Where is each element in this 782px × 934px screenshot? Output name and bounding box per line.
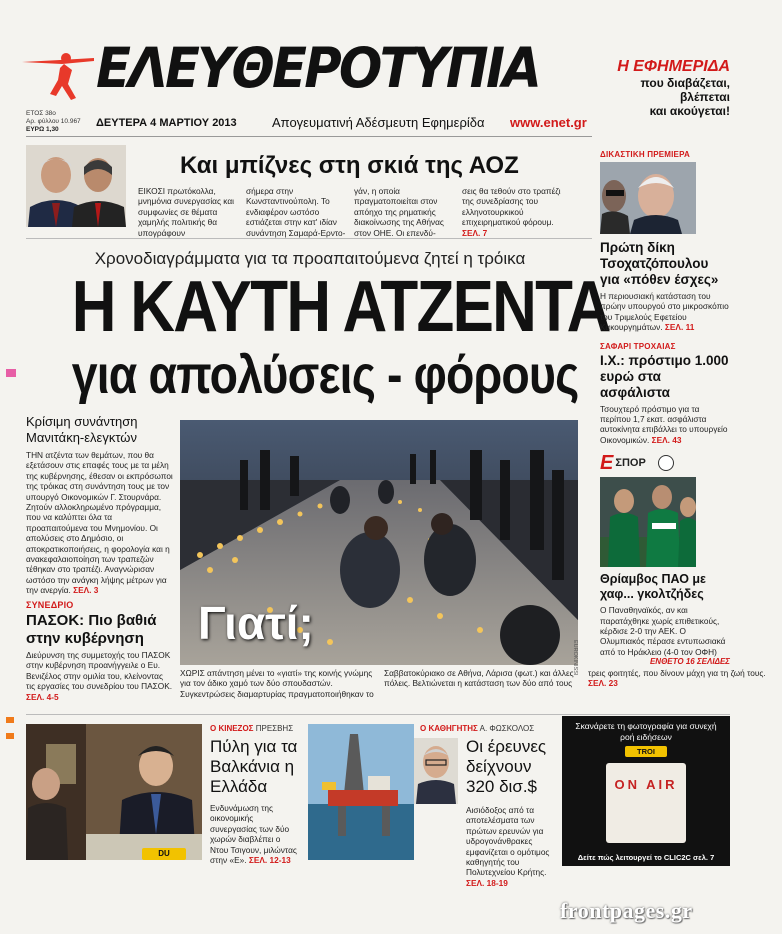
sport-headline[interactable]: Θρίαμβος ΠΑΟ με χαφ... γκολτζήδες [600,572,706,602]
lead-headline-2[interactable]: για απολύσεις - φόρους [71,345,579,405]
energy-body-text: Αισιόδοξος από τα αποτελέσματα των πρώτων ερευνών για υδρογονάνθρακες εμφανίζεται ο ομότιμος καθηγητής του Πολυτεχνείου Κρήτης. [466,805,550,878]
promo-line-2: που διαβάζεται, [640,76,730,90]
china-body [210,803,300,865]
trial-headline[interactable]: Πρώτη δίκη Τσοχατζόπουλου για «πόθεν έσχες» [600,240,719,287]
china-headline[interactable]: Πύλη για τα Βαλκάνια η Ελλάδα [210,737,298,796]
promo-line-4: και ακούγεται! [649,104,730,118]
tagline: Απογευματινή Αδέσμευτη Εφημερίδα [272,115,485,130]
ad-troi-text: TROI [637,747,655,756]
ad-top-text: Σκανάρετε τη φωτογραφία για συνεχή ροή ειδήσεων [575,721,717,742]
energy-kicker [420,724,534,733]
website[interactable]: www.enet.gr [510,115,587,130]
traffic-kicker: ΣΑΦΑΡΙ ΤΡΟΧΑΙΑΣ [600,341,676,351]
oil-rig-photo [308,724,414,860]
pasok-body [26,650,174,702]
sport-insert-ref: ΕΝΘΕΤΟ 16 ΣΕΛΙΔΕΣ [649,657,730,667]
clic2c-ad[interactable] [562,716,730,866]
china-kicker-b: ΠΡΕΣΒΗΣ [255,724,294,733]
photo-caption-text: ΧΩΡΙΣ απάντηση μένει το «γιατί» της κοινής γνώμης για τον άδικο χαμό των δύο σπουδαστών. Συγκεντρώσεις διαμαρτυρίας πραγματοποιήθηκαν το Σαββατοκύριακο σε Αθήνα, Λάρισα (φωτ.) και άλλες πόλεις. Βελτιώνεται η κατάσταση των δύο από τους τρεις φοιτητές, που δίνουν μάχη για τη ζωή τους. [180,668,766,699]
energy-body [466,805,558,888]
masthead-rule [26,136,592,137]
aoz-col-4 [462,186,562,238]
logo-runner-icon [20,48,98,106]
masthead [0,0,750,132]
promo-line-1: Η ΕΦΗΜΕΡΙΔΑ [617,58,730,75]
promo-box [600,58,730,128]
energy-kicker-b: Α. ΦΩΣΚΟΛΟΣ [479,724,535,733]
lead-body [26,450,174,596]
trial-body [600,291,730,333]
ambassador-photo [26,724,202,860]
on-air-text: ON AIR [614,777,678,792]
photo-overlay-text: Γιατί; [198,597,314,649]
china-kicker [210,724,293,733]
football-icon [658,455,674,471]
masthead-title: ΕΛΕΥΘΕΡΟΤΥΠΙΑ [96,36,539,100]
on-air-sign [606,763,686,843]
pasok-body-text: Διεύρυνση της συμμετοχής του ΠΑΣΟΚ στην κυβέρνηση προανήγγειλε ο Ευ. Βενιζέλος στην ομιλία του, κλείνοντας τις εργασίες του συνεδρίου του ΠΑΣΟΚ. [26,650,173,692]
watermark: frontpages.gr [560,898,693,923]
aoz-page-ref: ΣΕΛ. 7 [462,227,488,238]
issue-year: ΕΤΟΣ 38ο [26,110,56,117]
china-kicker-a: Ο ΚΙΝΕΖΟΣ [210,724,254,733]
lead-headline-1[interactable]: Η ΚΑΥΤΗ ΑΤΖΕΝΤΑ [71,267,610,347]
tsochatzopoulos-photo [600,162,696,234]
du-badge-text: DU [158,849,170,858]
energy-page-ref: ΣΕΛ. 18-19 [466,877,508,888]
aoz-col-2: σήμερα στην Κωνσταντινούπολη. Το ενδιαφέρον ωστόσο εστιάζεται στην κατ' ιδίαν συνάντηση Σαμαρά-Ερντο- [246,186,346,238]
section-rule [26,238,592,239]
lead-page-ref: ΣΕΛ. 3 [73,585,99,596]
ad-bottom-text: Δείτε πώς λειτουργεί το CLIC2C σελ. 7 [577,853,715,862]
orange-marker-2 [6,733,14,739]
aoz-col-3: γάν, η οποία πραγματοποιείται στον απόηχο της ρηματικής διακοίνωσης της Αθήνας στον ΟΗΕ. Οι επενδύ- [354,186,444,238]
foskolos-photo [414,738,458,804]
samaras-erdogan-photo [26,145,126,227]
trial-page-ref: ΣΕΛ. 11 [664,322,695,333]
ad-troi-badge [625,746,667,757]
lead-body-text: ΤΗΝ ατζέντα των θεμάτων, που θα εξετάσουν στις επαφές τους με τα μέλη της κυβέρνησης, έθεσαν οι εκπρόσωποι της τρόικας στη συνάντηση τους με τον υπουργό Οικονομικών Γ. Στουρνάρα. Ζητούν αλλοκληρωμένο πρόγραμμα, που να καλύπτει όλα τα προαπαιτούμενα του Μνημονίου. Οι απολύσεις στο Δημόσιο, οι αποκρατικοποιήσεις, η φορολογία και η ανακεφαλαιοποίηση των τραπεζών τέθηκαν στο τραπέζι. Αναγνώρισαν ωστόσο την ανάγκη λήψης μέτρων για την ανεργία. [26,450,173,596]
trial-kicker: ΔΙΚΑΣΤΙΚΗ ΠΡΕΜΙΕΡΑ [600,150,691,159]
aoz-col-4-text: σεις θα τεθούν στο τραπέζι της συνεδρίασης του ελληνοτουρκικού επιχειρηματικού φόρουμ. [462,186,561,228]
issue-date: ΔΕΥΤΕΡΑ 4 ΜΑΡΤΙΟΥ 2013 [96,117,237,129]
sidebar [600,150,730,710]
sport-body: Ο Παναθηναϊκός, αν και παρατάχθηκε χωρίς επιθετικούς, κέρδισε 2-0 την ΑΕΚ. Ο Ολυμπιακός πέρασε εντυπωσιακά από το Ηράκλειο (4-0 τον ΟΦΗ) [600,605,726,657]
promo-line-3: βλέπεται [679,90,730,104]
traffic-body-text: Τσουχτερό πρόστιμο για τα περίπου 1,7 εκατ. ασφάλιστα αυτοκίνητα επιβάλλει το υπουργείο Οικονομικών. [600,403,728,445]
sport-label: ΣΠΟΡ [615,457,646,470]
pasok-kicker: ΣΥΝΕΔΡΙΟ [26,600,74,610]
lead-kicker: Χρονοδιαγράμματα για τα προαπαιτούμενα ζητεί η τρόικα [94,249,526,268]
trial-body-text: Η περιουσιακή κατάσταση του πρώην υπουργού στο μικροσκόπιο του Τριμελούς Εφετείου Κακουργημάτων. [600,291,729,333]
energy-kicker-a: Ο ΚΑΘΗΓΗΤΗΣ [420,724,478,733]
issue-number: Αρ. φύλλου 10.967 [26,118,81,125]
traffic-body [600,404,730,446]
pao-players-photo [600,477,696,567]
china-body-text: Ενδυνάμωση της οικονομικής συνεργασίας των δύο χωρών διαβλέπει ο Ντου Τσιγουν, μιλώντας στην «Ε». [210,803,297,866]
sport-e-icon: E [600,451,614,474]
aoz-headline[interactable]: Και μπίζνες στη σκιά της ΑΟΖ [180,152,519,179]
photo-caption [180,668,766,700]
traffic-page-ref: ΣΕΛ. 43 [651,434,682,445]
photo-page-ref: ΣΕΛ. 23 [588,678,618,689]
bottom-rule [26,714,730,715]
aoz-col-1: ΕΙΚΟΣΙ πρωτόκολλα, μνημόνια συνεργασίας και συμφωνίες σε θέματα χαμηλής πολιτικής θα υπογράφουν [138,186,234,238]
sport-banner [600,453,730,473]
pasok-page-ref: ΣΕΛ. 4-5 [26,691,59,702]
margin-marker [6,369,16,377]
orange-marker-1 [6,717,14,723]
china-page-ref: ΣΕΛ. 12-13 [248,855,291,866]
issue-price: ΕΥΡΩ 1,30 [26,126,59,133]
photo-credit: EUROKINISSI [572,640,578,676]
pasok-headline[interactable]: ΠΑΣΟΚ: Πιο βαθιά στην κυβέρνηση [26,612,157,647]
du-badge [142,848,186,860]
traffic-headline[interactable]: Ι.Χ.: πρόστιμο 1.000 ευρώ στα ασφάλιστα [600,352,729,400]
energy-headline[interactable]: Οι έρευνες δείχνουν 320 δισ.$ [466,737,547,796]
lead-subhead[interactable]: Κρίσιμη συνάντηση Μανιτάκη-ελεγκτών [26,414,138,445]
